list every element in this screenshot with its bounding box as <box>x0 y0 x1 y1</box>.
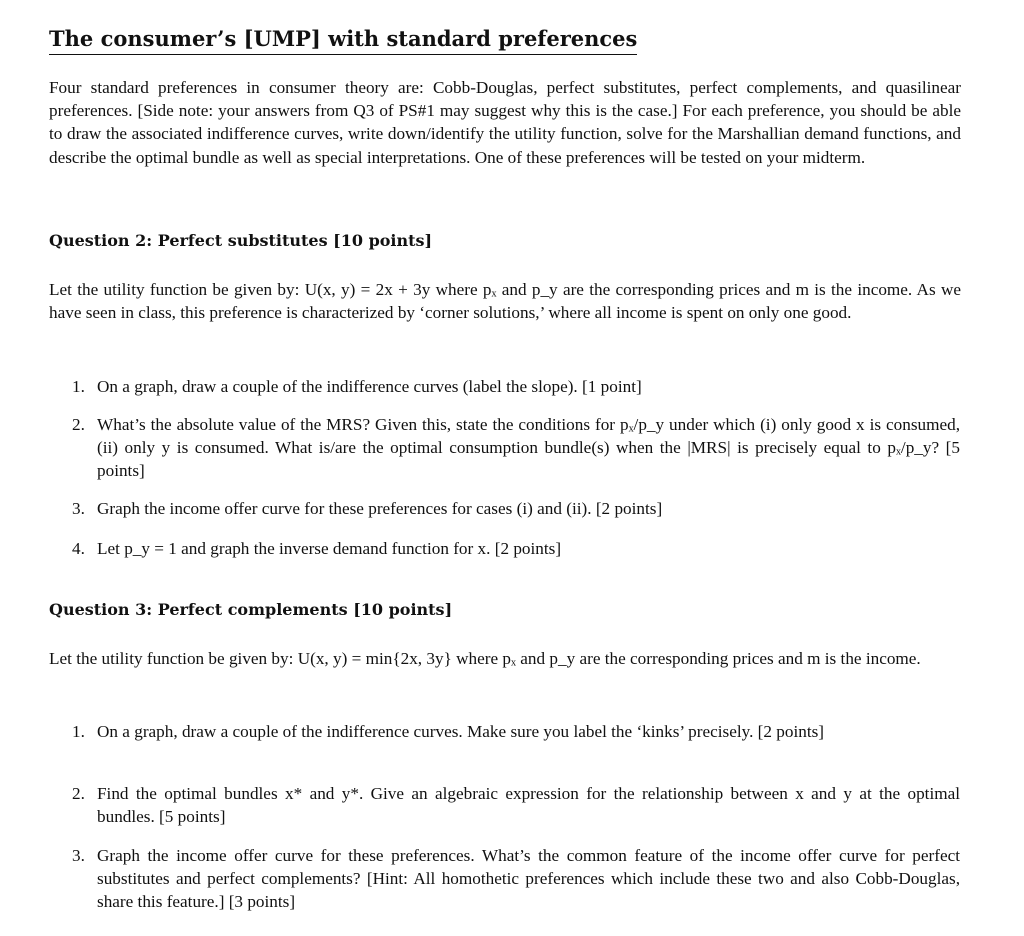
question-2-item-1 <box>72 375 960 398</box>
item-text: On a graph, draw a couple of the indifference curves (label the slope). [1 point] <box>97 377 642 396</box>
question-3-lead: Let the utility function be given by: U(x, y) = min{2x, 3y} where pₓ and p_y are the corresponding prices and m is the income. <box>49 649 921 668</box>
question-2-lead: Let the utility function be given by: U(x, y) = 2x + 3y where pₓ and p_y are the corresponding prices and m is the income. As we have seen in class, this preference is characterized by ‘corner solutions,’ where all income is spent on only one good. <box>49 280 961 323</box>
question-2-item-3 <box>72 497 960 520</box>
question-3-item-3 <box>72 844 960 914</box>
question-3-item-2 <box>72 782 960 828</box>
question-3-heading: Question 3: Perfect complements [10 points] <box>49 600 453 619</box>
item-number: 2. <box>72 784 85 803</box>
item-text: Graph the income offer curve for these preferences. What’s the common feature of the income offer curve for perfect substitutes and perfect complements? [Hint: All homothetic preferences which include these two and also Cobb-Douglas, share this feature.] [3 points] <box>97 846 960 912</box>
intro-paragraph: Four standard preferences in consumer theory are: Cobb-Douglas, perfect substitutes, perfect complements, and quasilinear preferences. [Side note: your answers from Q3 of PS#1 may suggest why this is the case.] For each preference, you should be able to draw the associated indifference curves, write down/identify the utility function, solve for the Marshallian demand functions, and describe the optimal bundle as well as special interpretations. One of these preferences will be tested on your midterm. <box>49 78 961 167</box>
item-text: On a graph, draw a couple of the indifference curves. Make sure you label the ‘kinks’ precisely. [2 points] <box>97 722 825 741</box>
document-title: The consumer’s [UMP] with standard preferences <box>49 24 637 55</box>
item-number: 3. <box>72 499 85 518</box>
question-2-item-2 <box>72 413 960 483</box>
item-number: 4. <box>72 539 85 558</box>
item-text: What’s the absolute value of the MRS? Given this, state the conditions for pₓ/p_y under which (i) only good x is consumed, (ii) only y is consumed. What is/are the optimal consumption bundle(s) when the |MRS| is precisely equal to pₓ/p_y? [5 points] <box>97 415 960 481</box>
question-2-item-4 <box>72 537 960 560</box>
item-text: Graph the income offer curve for these preferences for cases (i) and (ii). [2 points] <box>97 499 663 518</box>
question-2-heading: Question 2: Perfect substitutes [10 points] <box>49 231 433 250</box>
item-text: Find the optimal bundles x* and y*. Give an algebraic expression for the relationship between x and y at the optimal bundles. [5 points] <box>97 784 960 827</box>
item-number: 1. <box>72 377 85 396</box>
item-number: 1. <box>72 722 85 741</box>
item-text: Let p_y = 1 and graph the inverse demand function for x. [2 points] <box>97 539 562 558</box>
question-3-item-1 <box>72 720 960 743</box>
item-number: 3. <box>72 846 85 865</box>
item-number: 2. <box>72 415 85 434</box>
